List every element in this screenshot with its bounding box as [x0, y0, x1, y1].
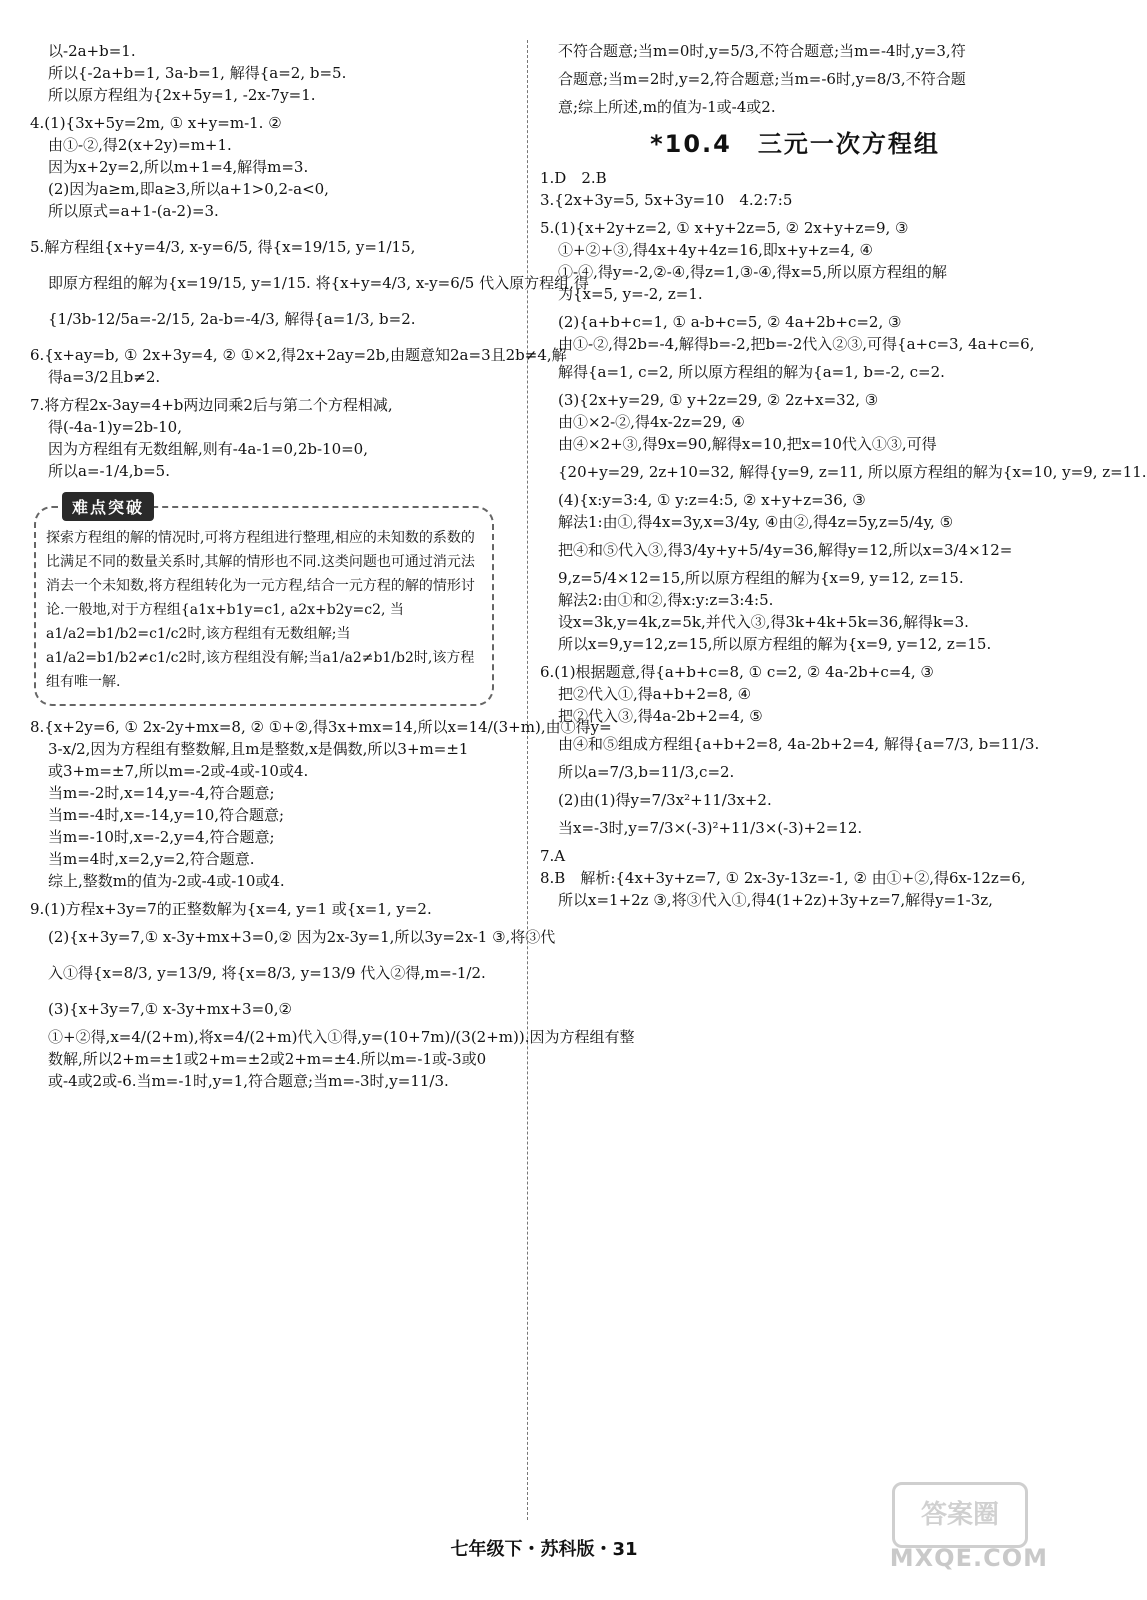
question-5: 5.解方程组{x+y=4/3, x-y=6/5, 得{x=19/15, y=1/15, — [30, 238, 416, 256]
text-line: 所以原式=a+1-(a-2)=3. — [48, 202, 219, 220]
text-line: 为{x=5, y=-2, z=1. — [558, 285, 703, 303]
text-line: ①+②得,x=4/(2+m),将x=4/(2+m)代入①得,y=(10+7m)/(3(2+m)).因为方程组有整 — [48, 1028, 635, 1046]
answer-1-2: 1.D 2.B — [540, 169, 607, 187]
difficulty-tip-box — [34, 498, 494, 706]
text-line: 所以{-2a+b=1, 3a-b=1, 解得{a=2, b=5. — [48, 64, 347, 82]
text-line: 得(-4a-1)y=2b-10, — [48, 418, 182, 436]
text-line: 意;综上所述,m的值为-1或-4或2. — [558, 98, 776, 116]
text-line: 数解,所以2+m=±1或2+m=±2或2+m=±4.所以m=-1或-3或0 — [48, 1050, 487, 1068]
text-line: 入①得{x=8/3, y=13/9, 将{x=8/3, y=13/9 代入②得,m=-1/2. — [48, 964, 486, 982]
text-line: 把④和⑤代入③,得3/4y+y+5/4y=36,解得y=12,所以x=3/4×12= — [558, 541, 1013, 559]
question-8: 8.{x+2y=6, ① 2x-2y+mx=8, ② ①+②,得3x+mx=14,所以x=14/(3+m),由①得y= — [30, 718, 612, 736]
text-line: 把②代入③,得4a-2b+2=4, ⑤ — [558, 707, 763, 725]
watermark-logo-icon: 答案圈 — [892, 1482, 1028, 1548]
text-line: 所以a=-1/4,b=5. — [48, 462, 170, 480]
watermark-site: MXQE.COM — [889, 1544, 1048, 1572]
text-line: (2)因为a≥m,即a≥3,所以a+1>0,2-a<0, — [48, 180, 329, 198]
text-line: 当m=-2时,x=14,y=-4,符合题意; — [48, 784, 275, 802]
text-line: ①-④,得y=-2,②-④,得z=1,③-④,得x=5,所以原方程组的解 — [558, 263, 947, 281]
answer-8: 8.B 解析:{4x+3y+z=7, ① 2x-3y-13z=-1, ② 由①+②,得6x-12z=6, — [540, 869, 1026, 887]
answer-3-4: 3.{2x+3y=5, 5x+3y=10 4.2:7:5 — [540, 191, 793, 209]
text-line: 所以a=7/3,b=11/3,c=2. — [558, 763, 735, 781]
text-line: (2)由(1)得y=7/3x²+11/3x+2. — [558, 791, 772, 809]
text-line: (2){x+3y=7,① x-3y+mx+3=0,② 因为2x-3y=1,所以3y=2x-1 ③,将③代 — [48, 928, 556, 946]
question-5-4: (4){x:y=3:4, ① y:z=4:5, ② x+y+z=36, ③ — [558, 491, 866, 509]
question-5-1: 5.(1){x+2y+z=2, ① x+y+2z=5, ② 2x+y+z=9, ③ — [540, 219, 909, 237]
text-line: 或3+m=±7,所以m=-2或-4或-10或4. — [48, 762, 309, 780]
text-line: 由④×2+③,得9x=90,解得x=10,把x=10代入①③,可得 — [558, 435, 937, 453]
question-9: 9.(1)方程x+3y=7的正整数解为{x=4, y=1 或{x=1, y=2. — [30, 900, 432, 918]
text-line: 即原方程组的解为{x=19/15, y=1/15. 将{x+y=4/3, x-y=6/5 代入原方程组,得 — [48, 274, 589, 292]
question-6: 6.(1)根据题意,得{a+b+c=8, ① c=2, ② 4a-2b+c=4, ③ — [540, 663, 934, 681]
text-line: (3){x+3y=7,① x-3y+mx+3=0,② — [48, 1000, 292, 1018]
text-line: 由①-②,得2b=-4,解得b=-2,把b=-2代入②③,可得{a+c=3, 4a+c=6, — [558, 335, 1035, 353]
column-divider — [527, 40, 528, 1520]
text-line: 所以x=9,y=12,z=15,所以原方程组的解为{x=9, y=12, z=15. — [558, 635, 992, 653]
text-line: 由①×2-②,得4x-2z=29, ④ — [558, 413, 745, 431]
text-line: 因为方程组有无数组解,则有-4a-1=0,2b-10=0, — [48, 440, 368, 458]
text-line: 合题意;当m=2时,y=2,符合题意;当m=-6时,y=8/3,不符合题 — [558, 70, 966, 88]
answer-7: 7.A — [540, 847, 566, 865]
tip-text: 探索方程组的解的情况时,可将方程组进行整理,相应的未知数的系数的比满足不同的数量关系时,其解的情形也不同.这类问题也可通过消元法消去一个未知数,将方程组转化为一元方程,结合一元方程的解的情形讨论.一般地,对于方程组{a1x+b1y=c1, a2x+b2y=c2, 当a1/a2=b1/b2=c1/c2时,该方程组有无数组解;当a1/a2=b1/b2≠c1/c2时,该方程组没有解;当a1/a2≠b1/b2时,该方程组有唯一解. — [46, 530, 475, 690]
text-line: 当m=4时,x=2,y=2,符合题意. — [48, 850, 255, 868]
text-line: 得a=3/2且b≠2. — [48, 368, 161, 386]
watermark — [878, 1482, 1048, 1572]
question-7: 7.将方程2x-3ay=4+b两边同乘2后与第二个方程相减, — [30, 396, 393, 414]
text-line: ①+②+③,得4x+4y+4z=16,即x+y+z=4, ④ — [558, 241, 874, 259]
question-5-2: (2){a+b+c=1, ① a-b+c=5, ② 4a+2b+c=2, ③ — [558, 313, 902, 331]
text-line: {1/3b-12/5a=-2/15, 2a-b=-4/3, 解得{a=1/3, b=2. — [48, 310, 416, 328]
text-line: 所以原方程组为{2x+5y=1, -2x-7y=1. — [48, 86, 316, 104]
text-line: 9,z=5/4×12=15,所以原方程组的解为{x=9, y=12, z=15. — [558, 569, 964, 587]
text-line: 当x=-3时,y=7/3×(-3)²+11/3×(-3)+2=12. — [558, 819, 863, 837]
page-footer: 七年级下・苏科版・31 — [450, 1539, 638, 1560]
text-line: 以-2a+b=1. — [48, 42, 136, 60]
question-4: 4.(1){3x+5y=2m, ① x+y=m-1. ② — [30, 114, 282, 132]
text-line: 由④和⑤组成方程组{a+b+2=8, 4a-2b+2=4, 解得{a=7/3, b=11/3. — [558, 735, 1040, 753]
question-6: 6.{x+ay=b, ① 2x+3y=4, ② ①×2,得2x+2ay=2b,由题意知2a=3且2b≠4,解 — [30, 346, 567, 364]
text-line: {20+y=29, 2z+10=32, 解得{y=9, z=11, 所以原方程组的解为{x=10, y=9, z=11. — [558, 463, 1147, 481]
section-title: *10.4 三元一次方程组 — [650, 130, 940, 158]
question-5-3: (3){2x+y=29, ① y+2z=29, ② 2z+x=32, ③ — [558, 391, 879, 409]
text-line: 解法2:由①和②,得x:y:z=3:4:5. — [558, 591, 774, 609]
text-line: 当m=-10时,x=-2,y=4,符合题意; — [48, 828, 275, 846]
text-line: 当m=-4时,x=-14,y=10,符合题意; — [48, 806, 285, 824]
text-line: 设x=3k,y=4k,z=5k,并代入③,得3k+4k+5k=36,解得k=3. — [558, 613, 969, 631]
text-line: 不符合题意;当m=0时,y=5/3,不符合题意;当m=-4时,y=3,符 — [558, 42, 966, 60]
text-line: 或-4或2或-6.当m=-1时,y=1,符合题意;当m=-3时,y=11/3. — [48, 1072, 449, 1090]
text-line: 解法1:由①,得4x=3y,x=3/4y, ④由②,得4z=5y,z=5/4y, ⑤ — [558, 513, 954, 531]
tip-badge: 难点突破 — [62, 492, 154, 521]
text-line: 把②代入①,得a+b+2=8, ④ — [558, 685, 752, 703]
text-line: 3-x/2,因为方程组有整数解,且m是整数,x是偶数,所以3+m=±1 — [48, 740, 469, 758]
text-line: 由①-②,得2(x+2y)=m+1. — [48, 136, 232, 154]
text-line: 所以x=1+2z ③,将③代入①,得4(1+2z)+3y+z=7,解得y=1-3z, — [558, 891, 993, 909]
text-line: 因为x+2y=2,所以m+1=4,解得m=3. — [48, 158, 309, 176]
right-column — [540, 40, 1147, 911]
text-line: 解得{a=1, c=2, 所以原方程组的解为{a=1, b=-2, c=2. — [558, 363, 945, 381]
text-line: 综上,整数m的值为-2或-4或-10或4. — [48, 872, 285, 890]
